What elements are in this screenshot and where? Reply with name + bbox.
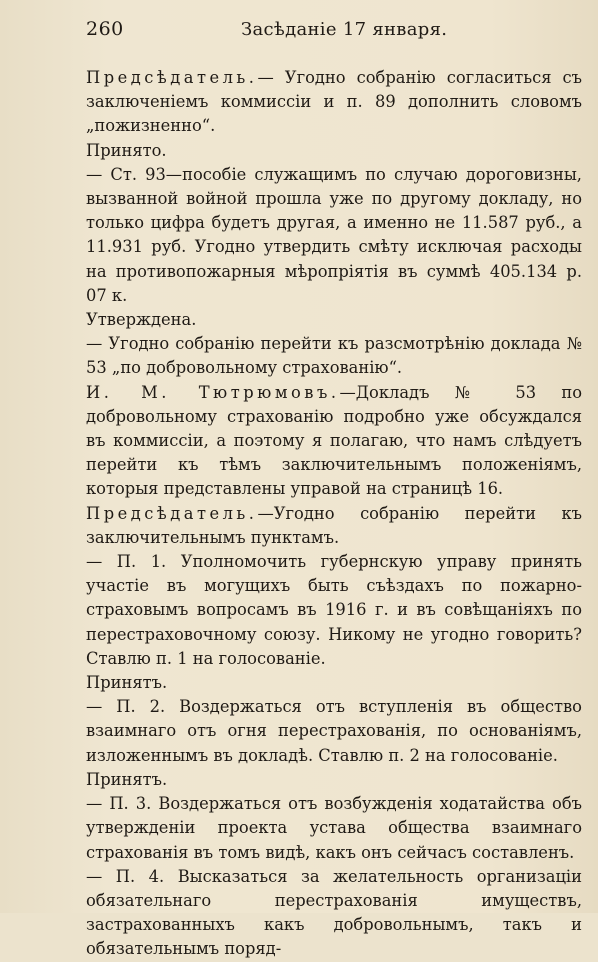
paragraph (86, 671, 582, 695)
paragraph-text: — П. 1. Уполномочить губернскую управу принять участіе въ могущихъ быть съѣздахъ по пожарно-страховымъ вопросамъ въ 1916 г. и въ совѣщаніяхъ по перестраховочному союзу. Никому не угодно говорить? Ставлю п. 1 на голосованіе. (86, 552, 582, 668)
paragraph (86, 792, 582, 865)
running-head: Засѣданіе 17 января. (241, 19, 448, 40)
paragraph-text: — П. 4. Высказаться за желательность организаціи обязательнаго перестрахованія имуществъ, застрахованныхъ какъ добровольнымъ, такъ и обязательнымъ поряд- (86, 866, 582, 959)
paragraph-text: — Угодно собранію перейти къ разсмотрѣнію доклада № 53 „по добровольному страхованію“. (86, 334, 582, 378)
paragraph (86, 163, 582, 308)
page-header (86, 18, 582, 46)
speaker-name: Предсѣдатель. (86, 503, 258, 523)
body-text (86, 66, 582, 962)
paragraph-text: — П. 2. Воздержаться отъ вступленія въ общество взаимнаго отъ огня перестрахованія, по основаніямъ, изложеннымъ въ докладѣ. Ставлю п. 2 на голосованіе. (86, 697, 582, 765)
paragraph (86, 332, 582, 380)
paragraph-text: Утверждена. (86, 310, 197, 330)
paragraph-text: — Угодно собранію согласиться съ заключеніемъ коммиссіи и п. 89 дополнить словомъ „пожизненно“. (86, 68, 582, 136)
paragraph (86, 768, 582, 792)
paragraph (86, 502, 582, 550)
paragraph-text: Принятъ. (86, 673, 168, 693)
paragraph (86, 139, 582, 163)
paragraph-text: Принято. (86, 140, 167, 160)
speaker-name: Предсѣдатель. (86, 68, 258, 87)
page-number: 260 (86, 18, 124, 40)
paragraph (86, 308, 582, 332)
paragraph (86, 865, 582, 962)
paragraph (86, 695, 582, 768)
paragraph-text: — Ст. 93—пособіе служащимъ по случаю дороговизны, вызванной войной прошла уже по другому докладу, но только цифра будетъ другая, а именно не 11.587 руб., а 11.931 руб. Угодно утвердить смѣту исключая расходы на противопожарныя мѣропріятія въ суммѣ 405.134 р. 07 к. (86, 164, 582, 305)
paragraph (86, 66, 582, 139)
paragraph (86, 550, 582, 671)
paragraph (86, 381, 582, 502)
paragraph-text: — П. 3. Воздержаться отъ возбужденія ходатайства объ утвержденіи проекта устава общества взаимнаго страхованія въ томъ видѣ, какъ онъ сейчасъ составленъ. (86, 794, 582, 862)
paragraph-text: —Докладъ № 53 по добровольному страхованію подробно уже обсуждался въ коммиссіи, а поэтому я полагаю, что намъ слѣдуетъ перейти къ тѣмъ заключительнымъ положеніямъ, которыя представлены управой на страницѣ 16. (86, 382, 583, 499)
paragraph-text: Принятъ. (86, 769, 168, 789)
speaker-name: И. М. Тютрюмовъ. (86, 382, 340, 402)
paragraph-text: —Угодно собранію перейти къ заключительнымъ пунктамъ. (86, 503, 582, 547)
